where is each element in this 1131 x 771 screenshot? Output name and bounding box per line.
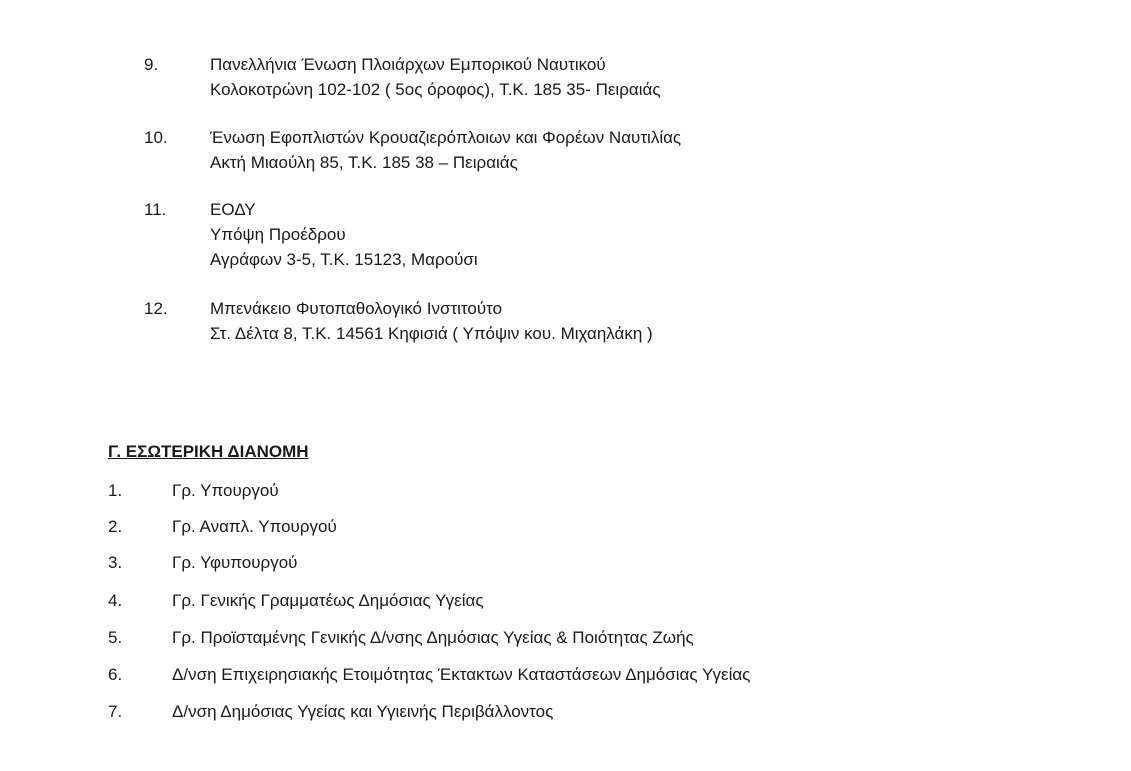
- entry-line: Μπενάκειο Φυτοπαθολογικό Ινστιτούτο: [210, 299, 503, 318]
- item-number: 6.: [108, 665, 123, 684]
- item-number: 5.: [108, 628, 123, 647]
- item-text: Γρ. Αναπλ. Υπουργού: [172, 517, 337, 536]
- item-text: Δ/νση Επιχειρησιακής Ετοιμότητας Έκτακτων Καταστάσεων Δημόσιας Υγείας: [172, 665, 751, 684]
- entry-lines: [210, 197, 478, 272]
- entry-line: Ένωση Εφοπλιστών Κρουαζιερόπλοιων και Φορέων Ναυτιλίας: [210, 128, 682, 147]
- entry-line: Υπόψη Προέδρου: [210, 225, 346, 244]
- entry-line: Κολοκοτρώνη 102-102 ( 5ος όροφος), Τ.Κ. 185 35- Πειραιάς: [210, 80, 661, 99]
- item-number: 1.: [108, 481, 123, 500]
- item-number: 4.: [108, 591, 123, 610]
- entry-lines: [210, 296, 653, 346]
- item-text: Γρ. Γενικής Γραμματέως Δημόσιας Υγείας: [172, 591, 484, 610]
- entry-number: 9.: [144, 55, 159, 74]
- item-number: 2.: [108, 517, 123, 536]
- entry-line: Πανελλήνια Ένωση Πλοιάρχων Εμπορικού Ναυτικού: [210, 55, 606, 74]
- item-text: Γρ. Υφυπουργού: [172, 553, 298, 572]
- entry-number: 10.: [144, 128, 168, 147]
- entry-lines: [210, 125, 681, 175]
- entry-line: Ακτή Μιαούλη 85, Τ.Κ. 185 38 – Πειραιάς: [210, 153, 518, 172]
- entry-lines: [210, 52, 661, 102]
- entry-number: 12.: [144, 299, 168, 318]
- item-number: 3.: [108, 553, 123, 572]
- entry-line: Αγράφων 3-5, Τ.Κ. 15123, Μαρούσι: [210, 250, 478, 269]
- entry-line: Στ. Δέλτα 8, Τ.Κ. 14561 Κηφισιά ( Υπόψιν κου. Μιχαηλάκη ): [210, 324, 653, 343]
- item-text: Γρ. Υπουργού: [172, 481, 279, 500]
- item-number: 7.: [108, 702, 123, 721]
- entry-number: 11.: [144, 200, 167, 219]
- item-text: Δ/νση Δημόσιας Υγείας και Υγιεινής Περιβάλλοντος: [172, 702, 554, 721]
- internal-distribution-title: Γ. ΕΣΩΤΕΡΙΚΗ ΔΙΑΝΟΜΗ: [108, 442, 309, 461]
- entry-line: ΕΟΔΥ: [210, 200, 256, 219]
- item-text: Γρ. Προϊσταμένης Γενικής Δ/νσης Δημόσιας Υγείας & Ποιότητας Ζωής: [172, 628, 694, 647]
